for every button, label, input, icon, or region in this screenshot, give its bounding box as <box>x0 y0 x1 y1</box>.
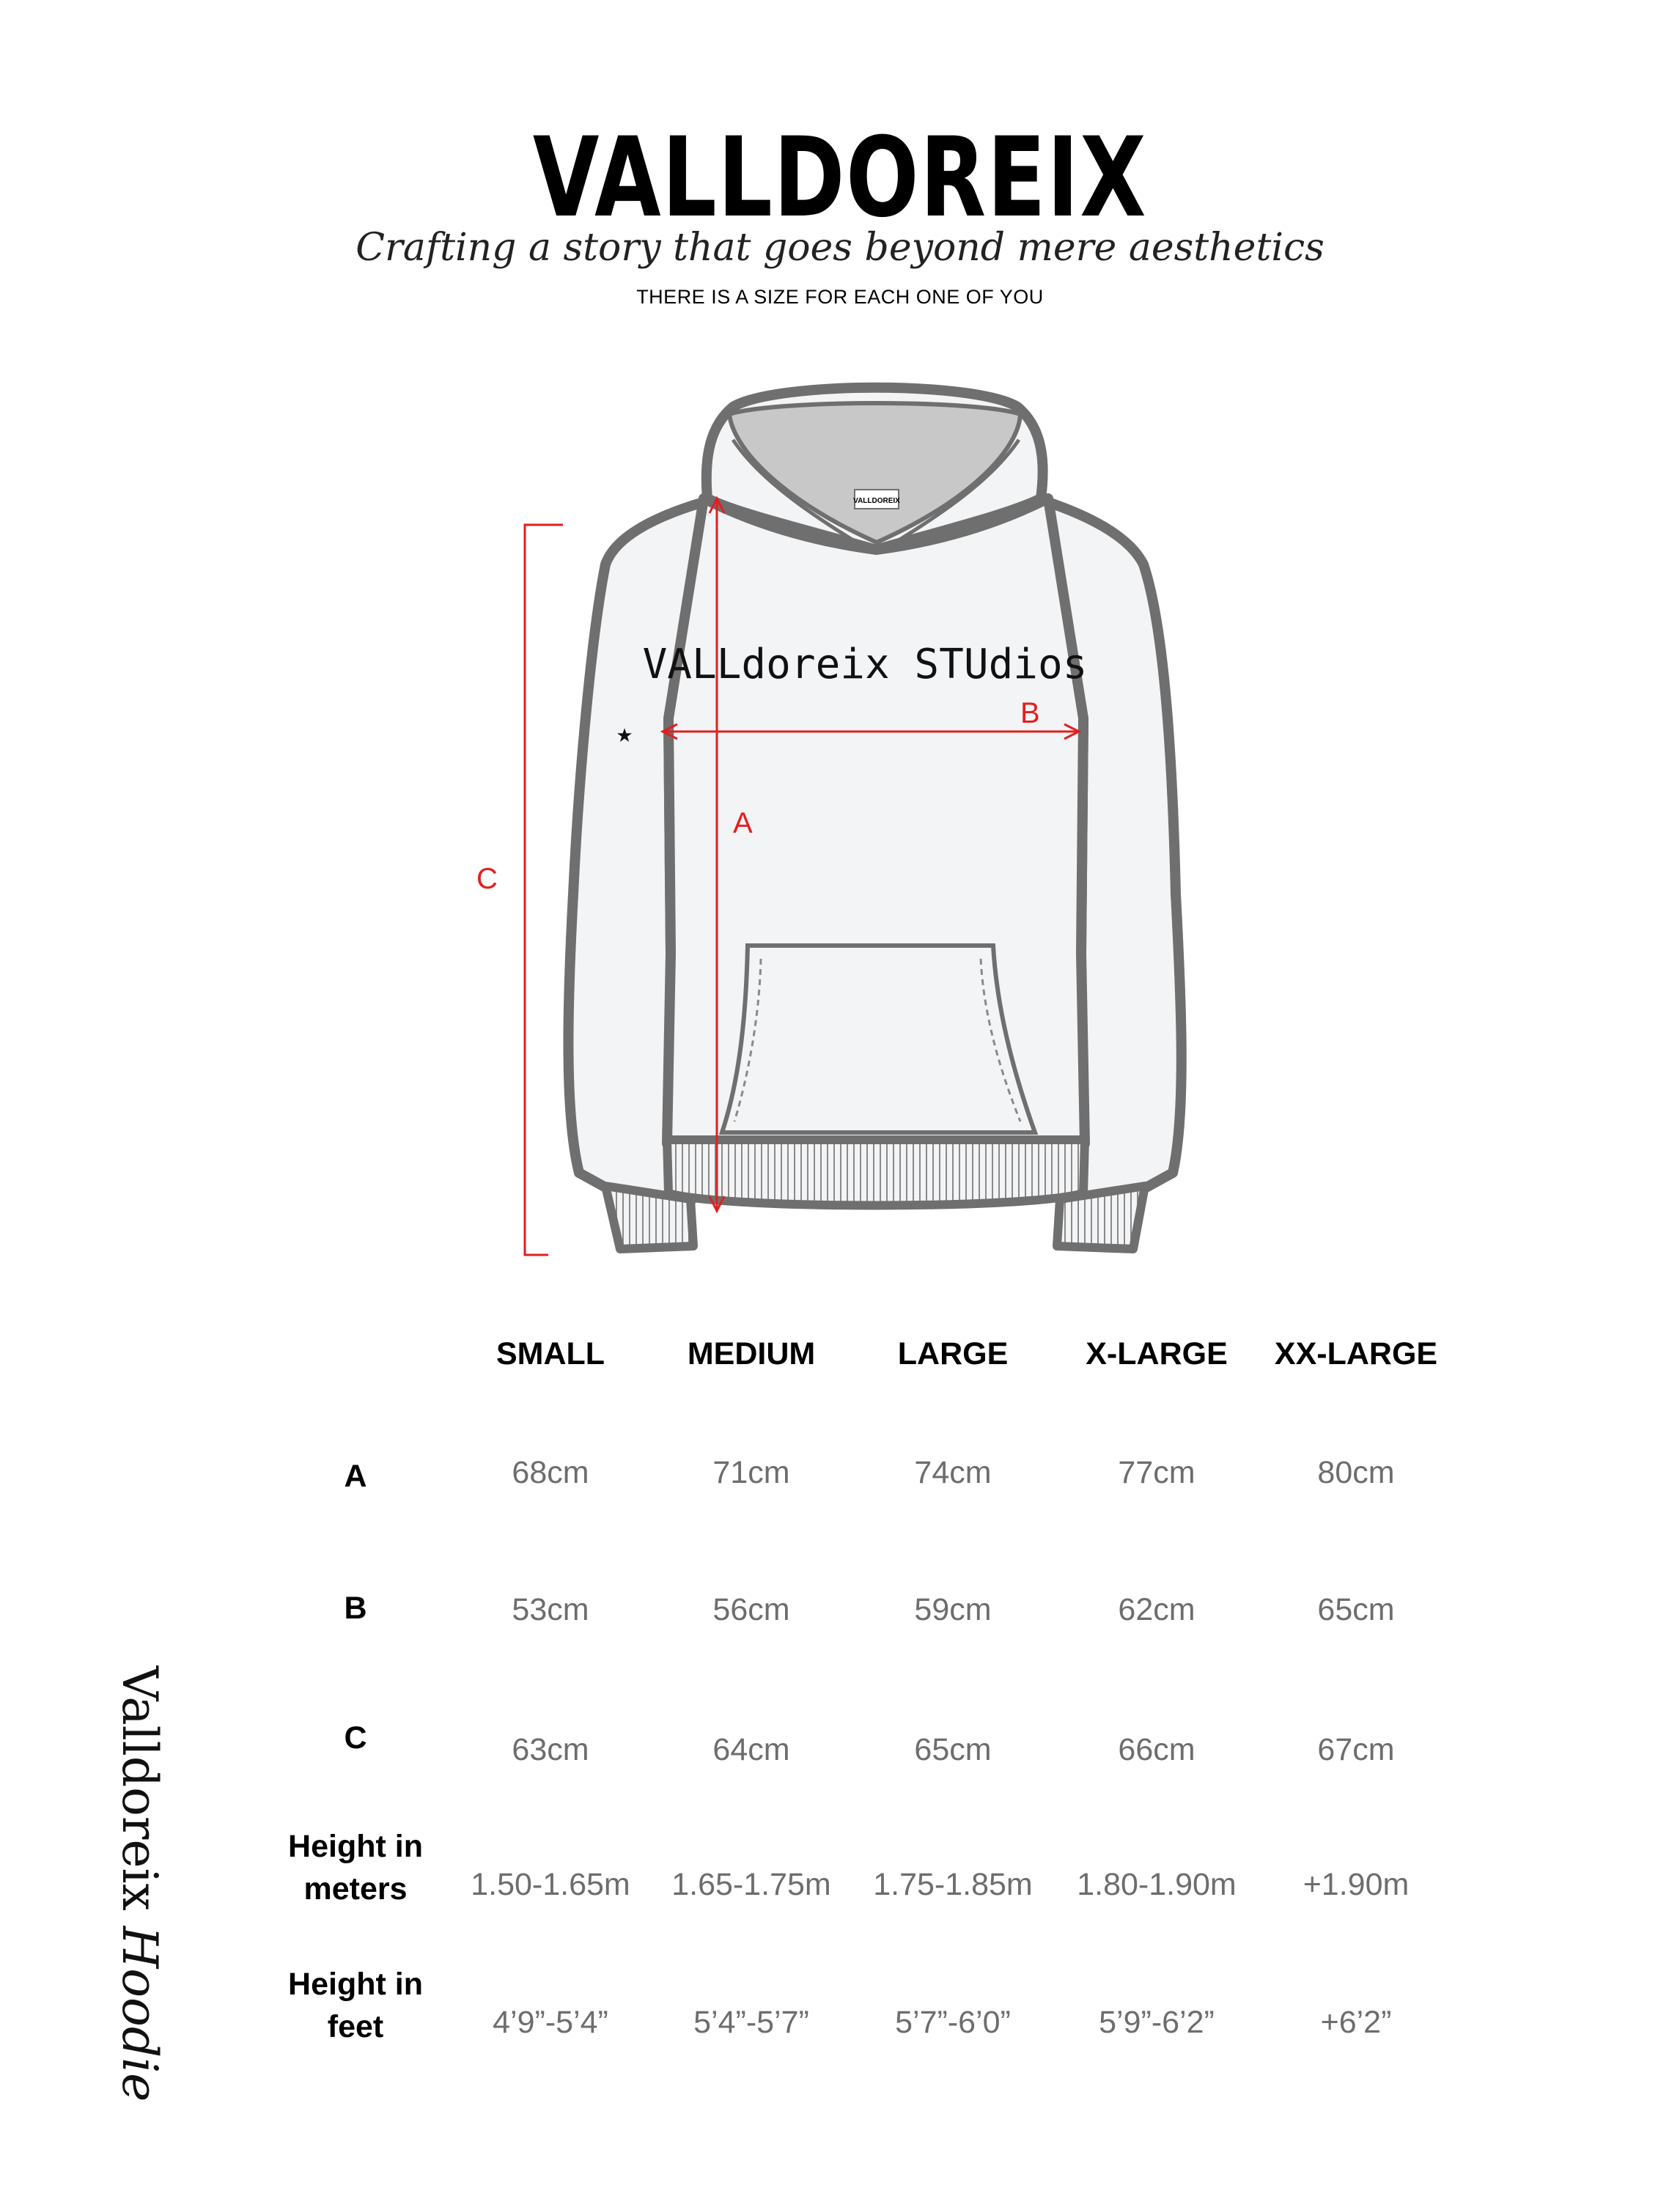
table-cell: 74cm <box>914 1455 992 1490</box>
table-cell: 66cm <box>1118 1732 1195 1767</box>
table-cell: 5’4”-5’7” <box>693 2005 809 2040</box>
kangaroo-pocket <box>722 946 1035 1132</box>
table-cell: 67cm <box>1317 1732 1395 1767</box>
row-label-height-meters: Height in meters <box>288 1829 423 1907</box>
table-cell: +1.90m <box>1303 1867 1410 1902</box>
row-label-c: C <box>344 1720 367 1756</box>
table-cell: 4’9”-5’4” <box>493 2005 608 2040</box>
table-cell: 59cm <box>914 1592 992 1627</box>
side-title <box>111 1627 168 2140</box>
measure-b-label: B <box>1020 697 1040 729</box>
table-cell: 64cm <box>712 1732 790 1767</box>
side-title-brand: Valldoreix <box>111 1665 168 1911</box>
table-cell: 56cm <box>712 1592 790 1627</box>
table-cell: 62cm <box>1118 1592 1195 1627</box>
measure-c-label: C <box>476 863 498 895</box>
measure-a-label: A <box>733 807 753 839</box>
table-cell: 71cm <box>712 1455 790 1490</box>
table-cell: 1.50-1.65m <box>471 1867 630 1902</box>
table-cell: 65cm <box>914 1732 992 1767</box>
table-cell: 1.75-1.85m <box>873 1867 1033 1902</box>
side-title-product: Hoodie <box>111 1926 168 2102</box>
table-cell: 5’9”-6’2” <box>1099 2005 1215 2040</box>
row-label-b: B <box>344 1591 367 1626</box>
row-label-a: A <box>344 1459 367 1494</box>
table-cell: 1.80-1.90m <box>1077 1867 1237 1902</box>
table-cell: 77cm <box>1118 1455 1195 1490</box>
brand-title: VALLDOREIX <box>532 114 1148 242</box>
column-header-x-large: X-LARGE <box>1086 1336 1228 1371</box>
column-header-large: LARGE <box>897 1336 1009 1371</box>
row-label-height-feet: Height in feet <box>288 1967 423 2044</box>
table-cell: 80cm <box>1317 1455 1395 1490</box>
neck-label-text: VALLDOREIX <box>853 497 900 505</box>
table-cell: 1.65-1.75m <box>671 1867 831 1902</box>
table-cell: +6’2” <box>1320 2005 1392 2040</box>
column-header-medium: MEDIUM <box>687 1336 816 1371</box>
table-cell: 63cm <box>512 1732 589 1767</box>
table-cell: 65cm <box>1317 1592 1395 1627</box>
measure-c-bracket <box>525 525 563 1255</box>
star-icon: ★ <box>616 725 633 747</box>
table-cell: 53cm <box>512 1592 589 1627</box>
table-cell: 5’7”-6’0” <box>895 2005 1011 2040</box>
column-header-small: SMALL <box>495 1336 605 1371</box>
subtitle: THERE IS A SIZE FOR EACH ONE OF YOU <box>636 286 1044 308</box>
chest-print-text: VALLdoreix STUdios <box>642 641 1088 688</box>
waistband <box>667 1140 1085 1206</box>
column-header-xx-large: XX-LARGE <box>1274 1336 1438 1371</box>
tagline: Crafting a story that goes beyond mere aesthetics <box>355 226 1325 270</box>
table-cell: 68cm <box>512 1455 589 1490</box>
